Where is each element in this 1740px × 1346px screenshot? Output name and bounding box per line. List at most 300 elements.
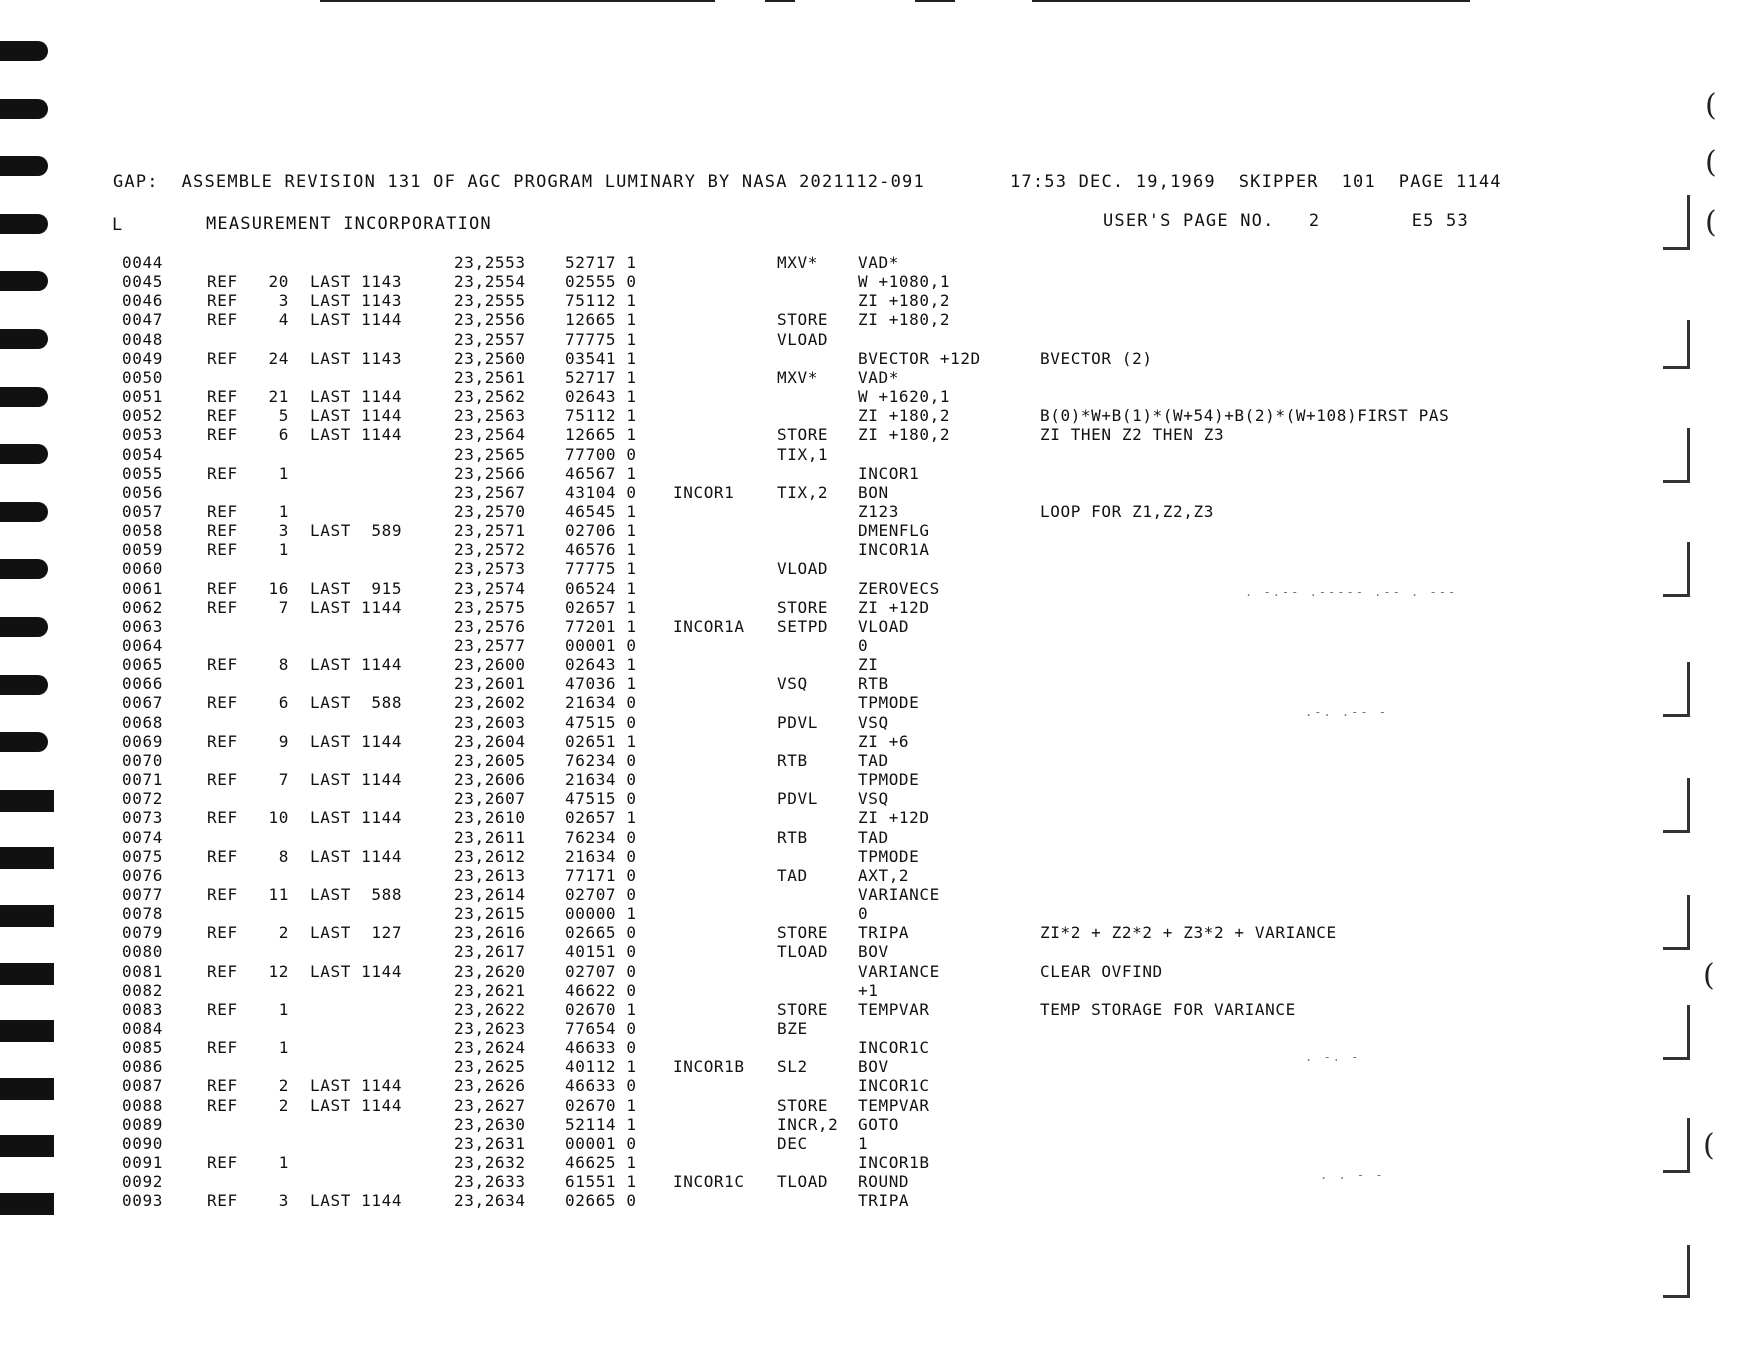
- octal-code: 21634 0: [565, 770, 637, 790]
- opcode: DEC: [777, 1133, 808, 1153]
- line-number: 0056: [122, 482, 163, 502]
- ref-keyword: REF: [207, 884, 238, 904]
- line-number: 0076: [122, 865, 163, 885]
- address: 23,2556: [454, 310, 526, 330]
- line-number: 0063: [122, 616, 163, 636]
- ref-keyword: REF: [207, 406, 238, 426]
- ref-keyword: REF: [207, 770, 238, 790]
- address: 23,2563: [454, 406, 526, 426]
- opcode: BZE: [777, 1019, 808, 1038]
- address: 23,2634: [454, 1191, 526, 1211]
- octal-code: 02657 1: [565, 597, 637, 617]
- operand: TRIPA: [858, 923, 910, 943]
- header-timestamp-page: 17:53 DEC. 19,1969 SKIPPER 101 PAGE 1144: [1010, 172, 1502, 192]
- operand: TAD: [858, 827, 889, 847]
- opcode: STORE: [777, 310, 829, 330]
- ref-count: 1: [278, 1153, 289, 1173]
- octal-code: 77775 1: [565, 559, 637, 579]
- curl-mark: (: [1705, 205, 1717, 240]
- opcode: STORE: [777, 1095, 829, 1115]
- line-number: 0086: [122, 1057, 163, 1077]
- ref-keyword: REF: [207, 1095, 238, 1115]
- bracket-mark: [1663, 1245, 1690, 1298]
- ref-count: 10: [268, 808, 289, 828]
- line-number: 0078: [122, 904, 163, 924]
- address: 23,2560: [454, 348, 526, 368]
- ref-count: 8: [278, 655, 289, 675]
- ref-keyword: REF: [207, 597, 238, 617]
- opcode: VLOAD: [777, 329, 829, 349]
- octal-code: 21634 0: [565, 693, 637, 713]
- address: 23,2626: [454, 1076, 526, 1096]
- line-number: 0050: [122, 367, 163, 387]
- top-edge-line: [320, 0, 715, 2]
- line-number: 0084: [122, 1019, 163, 1038]
- operand: VAD*: [858, 253, 899, 272]
- operand: ZI +12D: [858, 808, 930, 828]
- bracket-mark: [1663, 542, 1690, 597]
- last-page-ref: LAST 588: [310, 884, 403, 904]
- ref-count: 2: [278, 923, 289, 943]
- last-page-ref: LAST 1144: [310, 846, 403, 866]
- line-number: 0046: [122, 291, 163, 311]
- ref-count: 2: [278, 1095, 289, 1115]
- ref-keyword: REF: [207, 348, 238, 368]
- line-number: 0061: [122, 578, 163, 598]
- ref-count: 2: [278, 1076, 289, 1096]
- opcode: STORE: [777, 425, 829, 445]
- ref-keyword: REF: [207, 846, 238, 866]
- last-page-ref: LAST 1144: [310, 961, 403, 981]
- line-number: 0052: [122, 406, 163, 426]
- line-number: 0059: [122, 540, 163, 560]
- label: INCOR1C: [673, 1172, 745, 1192]
- opcode: SL2: [777, 1057, 808, 1077]
- line-number: 0053: [122, 425, 163, 445]
- address: 23,2617: [454, 942, 526, 962]
- line-number: 0067: [122, 693, 163, 713]
- octal-code: 02706 1: [565, 521, 637, 541]
- last-page-ref: LAST 1144: [310, 808, 403, 828]
- address: 23,2615: [454, 904, 526, 924]
- comment: TEMP STORAGE FOR VARIANCE: [1040, 999, 1296, 1019]
- opcode: TAD: [777, 865, 808, 885]
- bracket-mark: [1663, 895, 1690, 950]
- octal-code: 02665 0: [565, 1191, 637, 1211]
- ref-keyword: REF: [207, 731, 238, 751]
- operand: TPMODE: [858, 693, 920, 713]
- opcode: RTB: [777, 750, 808, 770]
- ref-keyword: REF: [207, 655, 238, 675]
- sprocket-hole: [0, 617, 48, 637]
- address: 23,2605: [454, 750, 526, 770]
- line-number: 0048: [122, 329, 163, 349]
- octal-code: 02657 1: [565, 808, 637, 828]
- comment: BVECTOR (2): [1040, 348, 1153, 368]
- operand: 0: [858, 636, 869, 655]
- sprocket-hole: [0, 847, 54, 869]
- operand: ZI +180,2: [858, 425, 951, 445]
- line-number: 0069: [122, 731, 163, 751]
- address: 23,2631: [454, 1133, 526, 1153]
- comment: LOOP FOR Z1,Z2,Z3: [1040, 501, 1214, 521]
- bracket-mark: [1663, 428, 1690, 483]
- line-number: 0091: [122, 1153, 163, 1173]
- address: 23,2601: [454, 674, 526, 694]
- operand: TPMODE: [858, 770, 920, 790]
- operand: VARIANCE: [858, 884, 940, 904]
- last-page-ref: LAST 588: [310, 693, 403, 713]
- address: 23,2602: [454, 693, 526, 713]
- label: INCOR1B: [673, 1057, 745, 1077]
- operand: ROUND: [858, 1172, 910, 1192]
- address: 23,2574: [454, 578, 526, 598]
- octal-code: 02707 0: [565, 884, 637, 904]
- sprocket-hole: [0, 444, 48, 464]
- line-number: 0071: [122, 770, 163, 790]
- octal-code: 12665 1: [565, 425, 637, 445]
- sprocket-hole: [0, 214, 48, 234]
- operand: INCOR1C: [858, 1038, 930, 1058]
- line-number: 0060: [122, 559, 163, 579]
- top-edge-line: [1032, 0, 1470, 2]
- ref-count: 4: [278, 310, 289, 330]
- address: 23,2565: [454, 444, 526, 464]
- operand: BOV: [858, 942, 889, 962]
- ref-keyword: REF: [207, 501, 238, 521]
- ref-keyword: REF: [207, 808, 238, 828]
- address: 23,2567: [454, 482, 526, 502]
- ref-count: 3: [278, 291, 289, 311]
- last-page-ref: LAST 1144: [310, 406, 403, 426]
- opcode: STORE: [777, 999, 829, 1019]
- address: 23,2627: [454, 1095, 526, 1115]
- octal-code: 02665 0: [565, 923, 637, 943]
- ref-keyword: REF: [207, 578, 238, 598]
- octal-code: 02707 0: [565, 961, 637, 981]
- address: 23,2630: [454, 1114, 526, 1134]
- operand: VLOAD: [858, 616, 910, 636]
- address: 23,2575: [454, 597, 526, 617]
- line-number: 0058: [122, 521, 163, 541]
- operand: ZI +180,2: [858, 291, 951, 311]
- operand: INCOR1A: [858, 540, 930, 560]
- sprocket-hole: [0, 271, 48, 291]
- operand: TEMPVAR: [858, 1095, 930, 1115]
- operand: W +1620,1: [858, 387, 951, 407]
- line-number: 0088: [122, 1095, 163, 1115]
- bracket-mark: [1663, 1005, 1690, 1060]
- operand: VSQ: [858, 789, 889, 809]
- bracket-mark: [1663, 195, 1690, 250]
- smudge-mark: . . - -: [1320, 1168, 1385, 1182]
- sprocket-hole: [0, 387, 48, 407]
- line-number: 0087: [122, 1076, 163, 1096]
- line-number: 0085: [122, 1038, 163, 1058]
- ref-count: 24: [268, 348, 289, 368]
- smudge-mark: .-. .-- -: [1305, 705, 1389, 719]
- line-number: 0057: [122, 501, 163, 521]
- ref-keyword: REF: [207, 961, 238, 981]
- octal-code: 77700 0: [565, 444, 637, 464]
- ref-keyword: REF: [207, 310, 238, 330]
- address: 23,2614: [454, 884, 526, 904]
- ref-keyword: REF: [207, 521, 238, 541]
- address: 23,2625: [454, 1057, 526, 1077]
- ref-count: 8: [278, 846, 289, 866]
- ref-keyword: REF: [207, 923, 238, 943]
- bracket-mark: [1663, 320, 1690, 369]
- address: 23,2621: [454, 980, 526, 1000]
- line-number: 0074: [122, 827, 163, 847]
- octal-code: 52717 1: [565, 367, 637, 387]
- ref-keyword: REF: [207, 1076, 238, 1096]
- octal-code: 12665 1: [565, 310, 637, 330]
- address: 23,2624: [454, 1038, 526, 1058]
- last-page-ref: LAST 1144: [310, 597, 403, 617]
- octal-code: 40112 1: [565, 1057, 637, 1077]
- last-page-ref: LAST 1143: [310, 272, 403, 292]
- ref-count: 1: [278, 1038, 289, 1058]
- comment: ZI*2 + Z2*2 + Z3*2 + VARIANCE: [1040, 923, 1337, 943]
- operand: ZEROVECS: [858, 578, 940, 598]
- opcode: TIX,1: [777, 444, 829, 464]
- address: 23,2577: [454, 636, 526, 655]
- sprocket-hole: [0, 502, 48, 522]
- comment: CLEAR OVFIND: [1040, 961, 1163, 981]
- octal-code: 47036 1: [565, 674, 637, 694]
- line-number: 0072: [122, 789, 163, 809]
- opcode: TIX,2: [777, 482, 829, 502]
- address: 23,2610: [454, 808, 526, 828]
- operand: RTB: [858, 674, 889, 694]
- address: 23,2553: [454, 253, 526, 272]
- octal-code: 02555 0: [565, 272, 637, 292]
- ref-count: 1: [278, 999, 289, 1019]
- address: 23,2620: [454, 961, 526, 981]
- line-number: 0049: [122, 348, 163, 368]
- comment: ZI THEN Z2 THEN Z3: [1040, 425, 1225, 445]
- last-page-ref: LAST 1144: [310, 731, 403, 751]
- last-page-ref: LAST 1144: [310, 655, 403, 675]
- sprocket-hole: [0, 156, 48, 176]
- smudge-mark: . -. -: [1305, 1050, 1361, 1064]
- address: 23,2623: [454, 1019, 526, 1038]
- line-number: 0054: [122, 444, 163, 464]
- address: 23,2633: [454, 1172, 526, 1192]
- header-user-page: USER'S PAGE NO. 2 E5 53: [1103, 211, 1469, 231]
- address: 23,2572: [454, 540, 526, 560]
- operand: INCOR1B: [858, 1153, 930, 1173]
- line-number: 0047: [122, 310, 163, 330]
- line-number: 0089: [122, 1114, 163, 1134]
- address: 23,2554: [454, 272, 526, 292]
- operand: BON: [858, 482, 889, 502]
- operand: ZI +180,2: [858, 310, 951, 330]
- opcode: VSQ: [777, 674, 808, 694]
- ref-count: 20: [268, 272, 289, 292]
- line-number: 0092: [122, 1172, 163, 1192]
- octal-code: 02670 1: [565, 999, 637, 1019]
- line-number: 0093: [122, 1191, 163, 1211]
- line-number: 0062: [122, 597, 163, 617]
- header-section-title: MEASUREMENT INCORPORATION: [206, 214, 492, 234]
- sprocket-hole: [0, 675, 48, 695]
- operand: +1: [858, 980, 879, 1000]
- sprocket-hole: [0, 1078, 54, 1100]
- address: 23,2555: [454, 291, 526, 311]
- ref-count: 9: [278, 731, 289, 751]
- octal-code: 46625 1: [565, 1153, 637, 1173]
- operand: ZI: [858, 655, 879, 675]
- smudge-mark: . -.-- .----- .-- . ---: [1245, 585, 1458, 599]
- octal-code: 02643 1: [565, 655, 637, 675]
- opcode: STORE: [777, 923, 829, 943]
- sprocket-hole: [0, 99, 48, 119]
- header-assembly-line: GAP: ASSEMBLE REVISION 131 OF AGC PROGRAM LUMINARY BY NASA 2021112-091: [113, 172, 925, 192]
- top-edge-line: [765, 0, 795, 2]
- operand: AXT,2: [858, 865, 910, 885]
- opcode: STORE: [777, 597, 829, 617]
- line-number: 0070: [122, 750, 163, 770]
- ref-count: 11: [268, 884, 289, 904]
- bracket-mark: [1663, 778, 1690, 833]
- operand: Z123: [858, 501, 899, 521]
- bracket-mark: [1663, 1118, 1690, 1173]
- address: 23,2604: [454, 731, 526, 751]
- last-page-ref: LAST 915: [310, 578, 403, 598]
- operand: ZI +180,2: [858, 406, 951, 426]
- octal-code: 00000 1: [565, 904, 637, 924]
- line-number: 0044: [122, 253, 163, 272]
- octal-code: 77171 0: [565, 865, 637, 885]
- line-number: 0079: [122, 923, 163, 943]
- line-number: 0045: [122, 272, 163, 292]
- ref-keyword: REF: [207, 693, 238, 713]
- operand: BVECTOR +12D: [858, 348, 981, 368]
- ref-count: 6: [278, 693, 289, 713]
- octal-code: 43104 0: [565, 482, 637, 502]
- sprocket-hole: [0, 329, 48, 349]
- opcode: TLOAD: [777, 1172, 829, 1192]
- ref-keyword: REF: [207, 1038, 238, 1058]
- ref-count: 7: [278, 597, 289, 617]
- top-edge-line: [915, 0, 955, 2]
- last-page-ref: LAST 1144: [310, 1095, 403, 1115]
- ref-count: 16: [268, 578, 289, 598]
- octal-code: 00001 0: [565, 1133, 637, 1153]
- operand: ZI +12D: [858, 597, 930, 617]
- curl-mark: (: [1703, 958, 1715, 993]
- operand: BOV: [858, 1057, 889, 1077]
- last-page-ref: LAST 127: [310, 923, 403, 943]
- line-number: 0081: [122, 961, 163, 981]
- ref-keyword: REF: [207, 540, 238, 560]
- operand: TRIPA: [858, 1191, 910, 1211]
- octal-code: 46633 0: [565, 1038, 637, 1058]
- line-number: 0068: [122, 712, 163, 732]
- last-page-ref: LAST 1144: [310, 387, 403, 407]
- line-number: 0082: [122, 980, 163, 1000]
- line-number: 0073: [122, 808, 163, 828]
- octal-code: 21634 0: [565, 846, 637, 866]
- opcode: PDVL: [777, 712, 818, 732]
- opcode: RTB: [777, 827, 808, 847]
- ref-count: 1: [278, 501, 289, 521]
- octal-code: 46622 0: [565, 980, 637, 1000]
- sprocket-hole: [0, 1135, 54, 1157]
- last-page-ref: LAST 589: [310, 521, 403, 541]
- opcode: VLOAD: [777, 559, 829, 579]
- address: 23,2557: [454, 329, 526, 349]
- address: 23,2566: [454, 463, 526, 483]
- last-page-ref: LAST 1144: [310, 310, 403, 330]
- address: 23,2603: [454, 712, 526, 732]
- address: 23,2600: [454, 655, 526, 675]
- line-number: 0051: [122, 387, 163, 407]
- address: 23,2606: [454, 770, 526, 790]
- octal-code: 03541 1: [565, 348, 637, 368]
- address: 23,2562: [454, 387, 526, 407]
- octal-code: 02670 1: [565, 1095, 637, 1115]
- sprocket-hole: [0, 790, 54, 812]
- operand: 1: [858, 1133, 869, 1153]
- ref-count: 7: [278, 770, 289, 790]
- ref-count: 12: [268, 961, 289, 981]
- operand: TEMPVAR: [858, 999, 930, 1019]
- operand: W +1080,1: [858, 272, 951, 292]
- address: 23,2616: [454, 923, 526, 943]
- octal-code: 61551 1: [565, 1172, 637, 1192]
- last-page-ref: LAST 1144: [310, 1076, 403, 1096]
- bracket-mark: [1663, 662, 1690, 717]
- ref-count: 21: [268, 387, 289, 407]
- ref-keyword: REF: [207, 1153, 238, 1173]
- ref-keyword: REF: [207, 272, 238, 292]
- octal-code: 46576 1: [565, 540, 637, 560]
- line-number: 0080: [122, 942, 163, 962]
- line-number: 0064: [122, 636, 163, 655]
- ref-count: 3: [278, 521, 289, 541]
- address: 23,2571: [454, 521, 526, 541]
- octal-code: 75112 1: [565, 406, 637, 426]
- ref-count: 6: [278, 425, 289, 445]
- ref-count: 1: [278, 540, 289, 560]
- operand: VSQ: [858, 712, 889, 732]
- line-number: 0090: [122, 1133, 163, 1153]
- last-page-ref: LAST 1143: [310, 348, 403, 368]
- line-number: 0083: [122, 999, 163, 1019]
- ref-count: 5: [278, 406, 289, 426]
- operand: 0: [858, 904, 869, 924]
- opcode: INCR,2: [777, 1114, 839, 1134]
- line-number: 0077: [122, 884, 163, 904]
- curl-mark: (: [1703, 1128, 1715, 1163]
- octal-code: 46633 0: [565, 1076, 637, 1096]
- operand: INCOR1: [858, 463, 920, 483]
- curl-mark: (: [1705, 145, 1717, 180]
- octal-code: 52717 1: [565, 253, 637, 272]
- octal-code: 76234 0: [565, 750, 637, 770]
- curl-mark: (: [1705, 88, 1717, 123]
- octal-code: 77201 1: [565, 616, 637, 636]
- line-number: 0055: [122, 463, 163, 483]
- ref-count: 3: [278, 1191, 289, 1211]
- ref-keyword: REF: [207, 387, 238, 407]
- last-page-ref: LAST 1144: [310, 425, 403, 445]
- opcode: SETPD: [777, 616, 829, 636]
- octal-code: 52114 1: [565, 1114, 637, 1134]
